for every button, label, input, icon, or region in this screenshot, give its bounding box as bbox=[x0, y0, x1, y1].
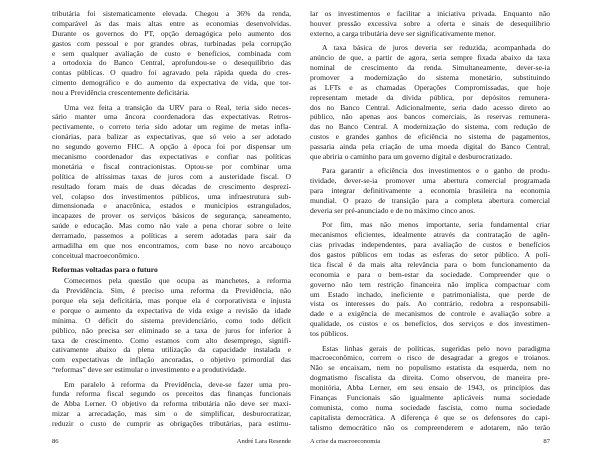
text-line: um Estado inchado, ineficiente e patrimonialista, que perde de bbox=[310, 289, 550, 299]
text-line: comparável às das mais altas entre as economias desenvolvidas. bbox=[52, 18, 291, 28]
text-line: dos gastos públicos em todas as esferas do setor público. A polí- bbox=[310, 249, 550, 259]
text-line: deveria ser pré-anunciado e de no máximo cinco anos. bbox=[310, 205, 476, 215]
paragraph bbox=[310, 220, 550, 339]
text-line: talismo democrático não os compreenderem e adotarem, não terão bbox=[310, 422, 550, 432]
text-line: dogmatismo fiscalista da direita. Como observou, de maneira pre- bbox=[310, 373, 550, 383]
paragraph bbox=[52, 380, 291, 429]
paragraph bbox=[52, 276, 291, 375]
text-line: Por fim, mas não menos importante, seria fundamental criar bbox=[322, 220, 550, 230]
text-line: sário manter uma âncora coordenadora das expectativas. Retros- bbox=[52, 112, 291, 122]
text-line: dade e a exigência de mecanismos de controle e avaliação sobre a bbox=[310, 309, 550, 319]
paragraph bbox=[52, 9, 291, 98]
text-line: mínima. O déficit do sistema previdenciário, como todo déficit bbox=[52, 315, 291, 325]
text-line: tributária foi sistematicamente elevada. Chegou a 36% da renda, bbox=[52, 9, 291, 18]
section-heading: Reformas voltadas para o futuro bbox=[52, 265, 158, 275]
text-line: promover a modernização do sistema monetário, substituindo bbox=[310, 72, 550, 82]
text-line: taxa de crescimento. Como estamos com alto desemprego, signifi- bbox=[52, 335, 291, 345]
text-line: contas públicas. O quadro foi agravado pela rápida queda do cres- bbox=[52, 68, 291, 78]
text-line: da Previdência. Sim, é preciso uma reforma da Previdência, não bbox=[52, 286, 291, 296]
text-line: nominal de crescimento da renda. Simultaneamente, dever-se-ia bbox=[310, 62, 550, 72]
text-line: Estas linhas gerais de políticas, sugeridas pelo novo paradigma bbox=[322, 343, 550, 353]
text-line: nou a Previdência crescentemente deficitária. bbox=[52, 88, 190, 98]
text-line: cimento demográfico e do aumento da expectativa de vida, que tor- bbox=[52, 78, 291, 88]
paragraph bbox=[310, 166, 550, 215]
text-line: Uma vez feita a transição da URV para o Real, teria sido neces- bbox=[64, 102, 291, 112]
text-line: A taxa básica de juros deveria ser reduzida, acompanhada do bbox=[322, 43, 550, 53]
text-line: monitória, Abba Lerner, em seu ensaio de 1943, os princípios das bbox=[310, 383, 550, 393]
text-line: “reformas” deve ser estimular o investimento e a produtividade. bbox=[52, 365, 247, 375]
text-line: vel, colapso dos investimentos públicos, uma infraestrutura sub- bbox=[52, 191, 291, 201]
text-line: mundial. O prazo de transição para a completa abertura comercial bbox=[310, 196, 550, 206]
text-line: de Abba Lerner. O objetivo da reforma tributária não deve ser maxi- bbox=[52, 399, 291, 409]
text-line: lar os investimentos e facilitar a iniciativa privada. Enquanto não bbox=[310, 9, 550, 18]
text-line: Não se encaixam, nem no populismo estatista da esquerda, nem no bbox=[310, 363, 550, 373]
text-line: cativamente abaixo da plena utilização da capacidade instalada e bbox=[52, 345, 291, 355]
text-line: houver pressão excessiva sobre a oferta e sinais de desequilíbrio bbox=[310, 18, 550, 28]
text-line: e sem qualquer avaliação de custo e benefícios, combinada com bbox=[52, 48, 291, 58]
text-line: passaria ainda pela criação de uma moeda digital do Banco Central, bbox=[310, 142, 550, 152]
left-running-head: André Lara Resende bbox=[236, 438, 291, 445]
paragraph bbox=[52, 103, 291, 261]
text-line: anúncio de que, a partir de agora, seria sempre fixada abaixo da taxa bbox=[310, 53, 550, 63]
text-line: gastos com pessoal e por grandes obras, turbinadas pela corrupção bbox=[52, 38, 291, 48]
text-line: saúde e educação. Mas como não vale a pena chorar sobre o leite bbox=[52, 221, 291, 231]
text-line: política de altíssimas taxas de juros com a austeridade fiscal. O bbox=[52, 171, 291, 181]
text-line: funda reforma fiscal segundo os preceitos das finanças funcionais bbox=[52, 389, 291, 399]
text-line: público, não apenas aos bancos comerciais, às reservas remunera- bbox=[310, 112, 550, 122]
text-line: a ortodoxia do Banco Central, aprofundou-se o desequilíbrio das bbox=[52, 58, 291, 68]
text-line: monetária e fiscal contracionistas. Optou-se por combinar uma bbox=[52, 161, 291, 171]
text-line: governo não tem restrição financeira não implica compactuar com bbox=[310, 279, 550, 289]
right-page-number: 87 bbox=[543, 438, 550, 445]
left-page-text bbox=[52, 9, 291, 434]
paragraph bbox=[310, 9, 550, 39]
text-line: as LFTs e as chamadas Operações Compromissadas, que hoje bbox=[310, 82, 550, 92]
text-line: comunista, como numa sociedade fascista, como numa sociedade bbox=[310, 402, 550, 412]
text-line: no segundo governo FHC. A opção à época foi por dispensar um bbox=[52, 142, 291, 152]
text-line: porque ela seja deficitária, mas porque ela é corporativista e injusta bbox=[52, 295, 291, 305]
text-line: mecanismo coordenador das expectativas e confiar nas políticas bbox=[52, 151, 291, 161]
text-line: tividade, dever-se-ia promover uma abertura comercial programada bbox=[310, 176, 550, 186]
text-line: resultado foram mais de duas décadas de crescimento desprezí- bbox=[52, 181, 291, 191]
text-line: Finanças Funcionais são igualmente aplicáveis numa sociedade bbox=[310, 392, 550, 402]
text-line: Em paralelo à reforma da Previdência, deve-se fazer uma pro- bbox=[64, 379, 291, 389]
right-page-text bbox=[310, 9, 550, 437]
text-line: público, não precisa ser eliminado se a taxa de juros for inferior à bbox=[52, 325, 291, 335]
text-line: com expectativas de inflação ancoradas, o objetivo primordial das bbox=[52, 355, 291, 365]
text-line: mizar a arrecadação, mas sim o de simplificar, desburocratizar, bbox=[52, 409, 291, 419]
text-line: qualidade, os custos e os benefícios, dos serviços e dos investimen- bbox=[310, 319, 550, 329]
paragraph bbox=[310, 344, 550, 433]
text-line: armadilha em que nos encontramos, com base no novo arcabouço bbox=[52, 240, 291, 250]
text-line: que abriria o caminho para um governo digital e desburocratizado. bbox=[310, 151, 513, 161]
text-line: Durante os governos do PT, opção demagógica pelo aumento dos bbox=[52, 28, 291, 38]
text-line: Para garantir a eficiência dos investimentos e o ganho de produ- bbox=[322, 166, 550, 176]
text-line: cionárias, para balizar as expectativas, que só veio a ser adotado bbox=[52, 132, 291, 142]
text-line: conceitual macroeconômico. bbox=[52, 250, 140, 260]
text-line: cias privadas independentes, para avaliação de custos e benefícios bbox=[310, 240, 550, 250]
text-line: representam metade da dívida pública, por depósitos remunera- bbox=[310, 92, 550, 102]
text-line: dos no Banco Central. Adicionalmente, seria dado acesso direto ao bbox=[310, 102, 550, 112]
text-line: para integrar definitivamente a economia brasileira na economia bbox=[310, 186, 550, 196]
right-running-head: A crise da macroeconomia bbox=[310, 438, 381, 445]
text-line: tos públicos. bbox=[310, 329, 349, 339]
text-line: economia e para o bem-estar da sociedade. Compreender que o bbox=[310, 269, 550, 279]
left-page-number: 86 bbox=[52, 438, 59, 445]
text-line: dimensionada e anacrônica, estados e municípios estrangulados, bbox=[52, 201, 291, 211]
text-line: mecanismos eficientes, idealmente através da contratação de agên- bbox=[310, 230, 550, 240]
paragraph bbox=[310, 43, 550, 162]
text-line: pectivamente, o correto teria sido adotar um regime de metas infla- bbox=[52, 122, 291, 132]
text-line: externo, a carga tributária deve ser significativamente menor. bbox=[310, 28, 496, 38]
text-line: derramado, passemos a políticas a serem adotadas para sair da bbox=[52, 231, 291, 241]
text-line: e porque o aumento da expectativa de vida exige a revisão da idade bbox=[52, 305, 291, 315]
text-line: reduzir o custo de cumprir as obrigações tributárias, para estimu- bbox=[52, 419, 291, 429]
text-line: das no Banco Central. A modernização do sistema, com redução de bbox=[310, 122, 550, 132]
text-line: Comecemos pela questão que ocupa as manchetes, a reforma bbox=[64, 276, 291, 286]
text-line: capitalista democrática. A diferença é que se os defensores do capi- bbox=[310, 412, 550, 422]
text-line: incapazes de prover os serviços básicos de segurança, saneamento, bbox=[52, 211, 291, 221]
text-line: vista os interesses do país. Ao contrário, redobra a responsabili- bbox=[310, 299, 550, 309]
text-line: custos e grandes ganhos de eficiência no sistema de pagamentos, bbox=[310, 132, 550, 142]
text-line: macroeconômico, correm o risco de desagradar a gregos e troianos. bbox=[310, 353, 550, 363]
text-line: tica fiscal é da mais alta relevância para o bom funcionamento da bbox=[310, 259, 550, 269]
